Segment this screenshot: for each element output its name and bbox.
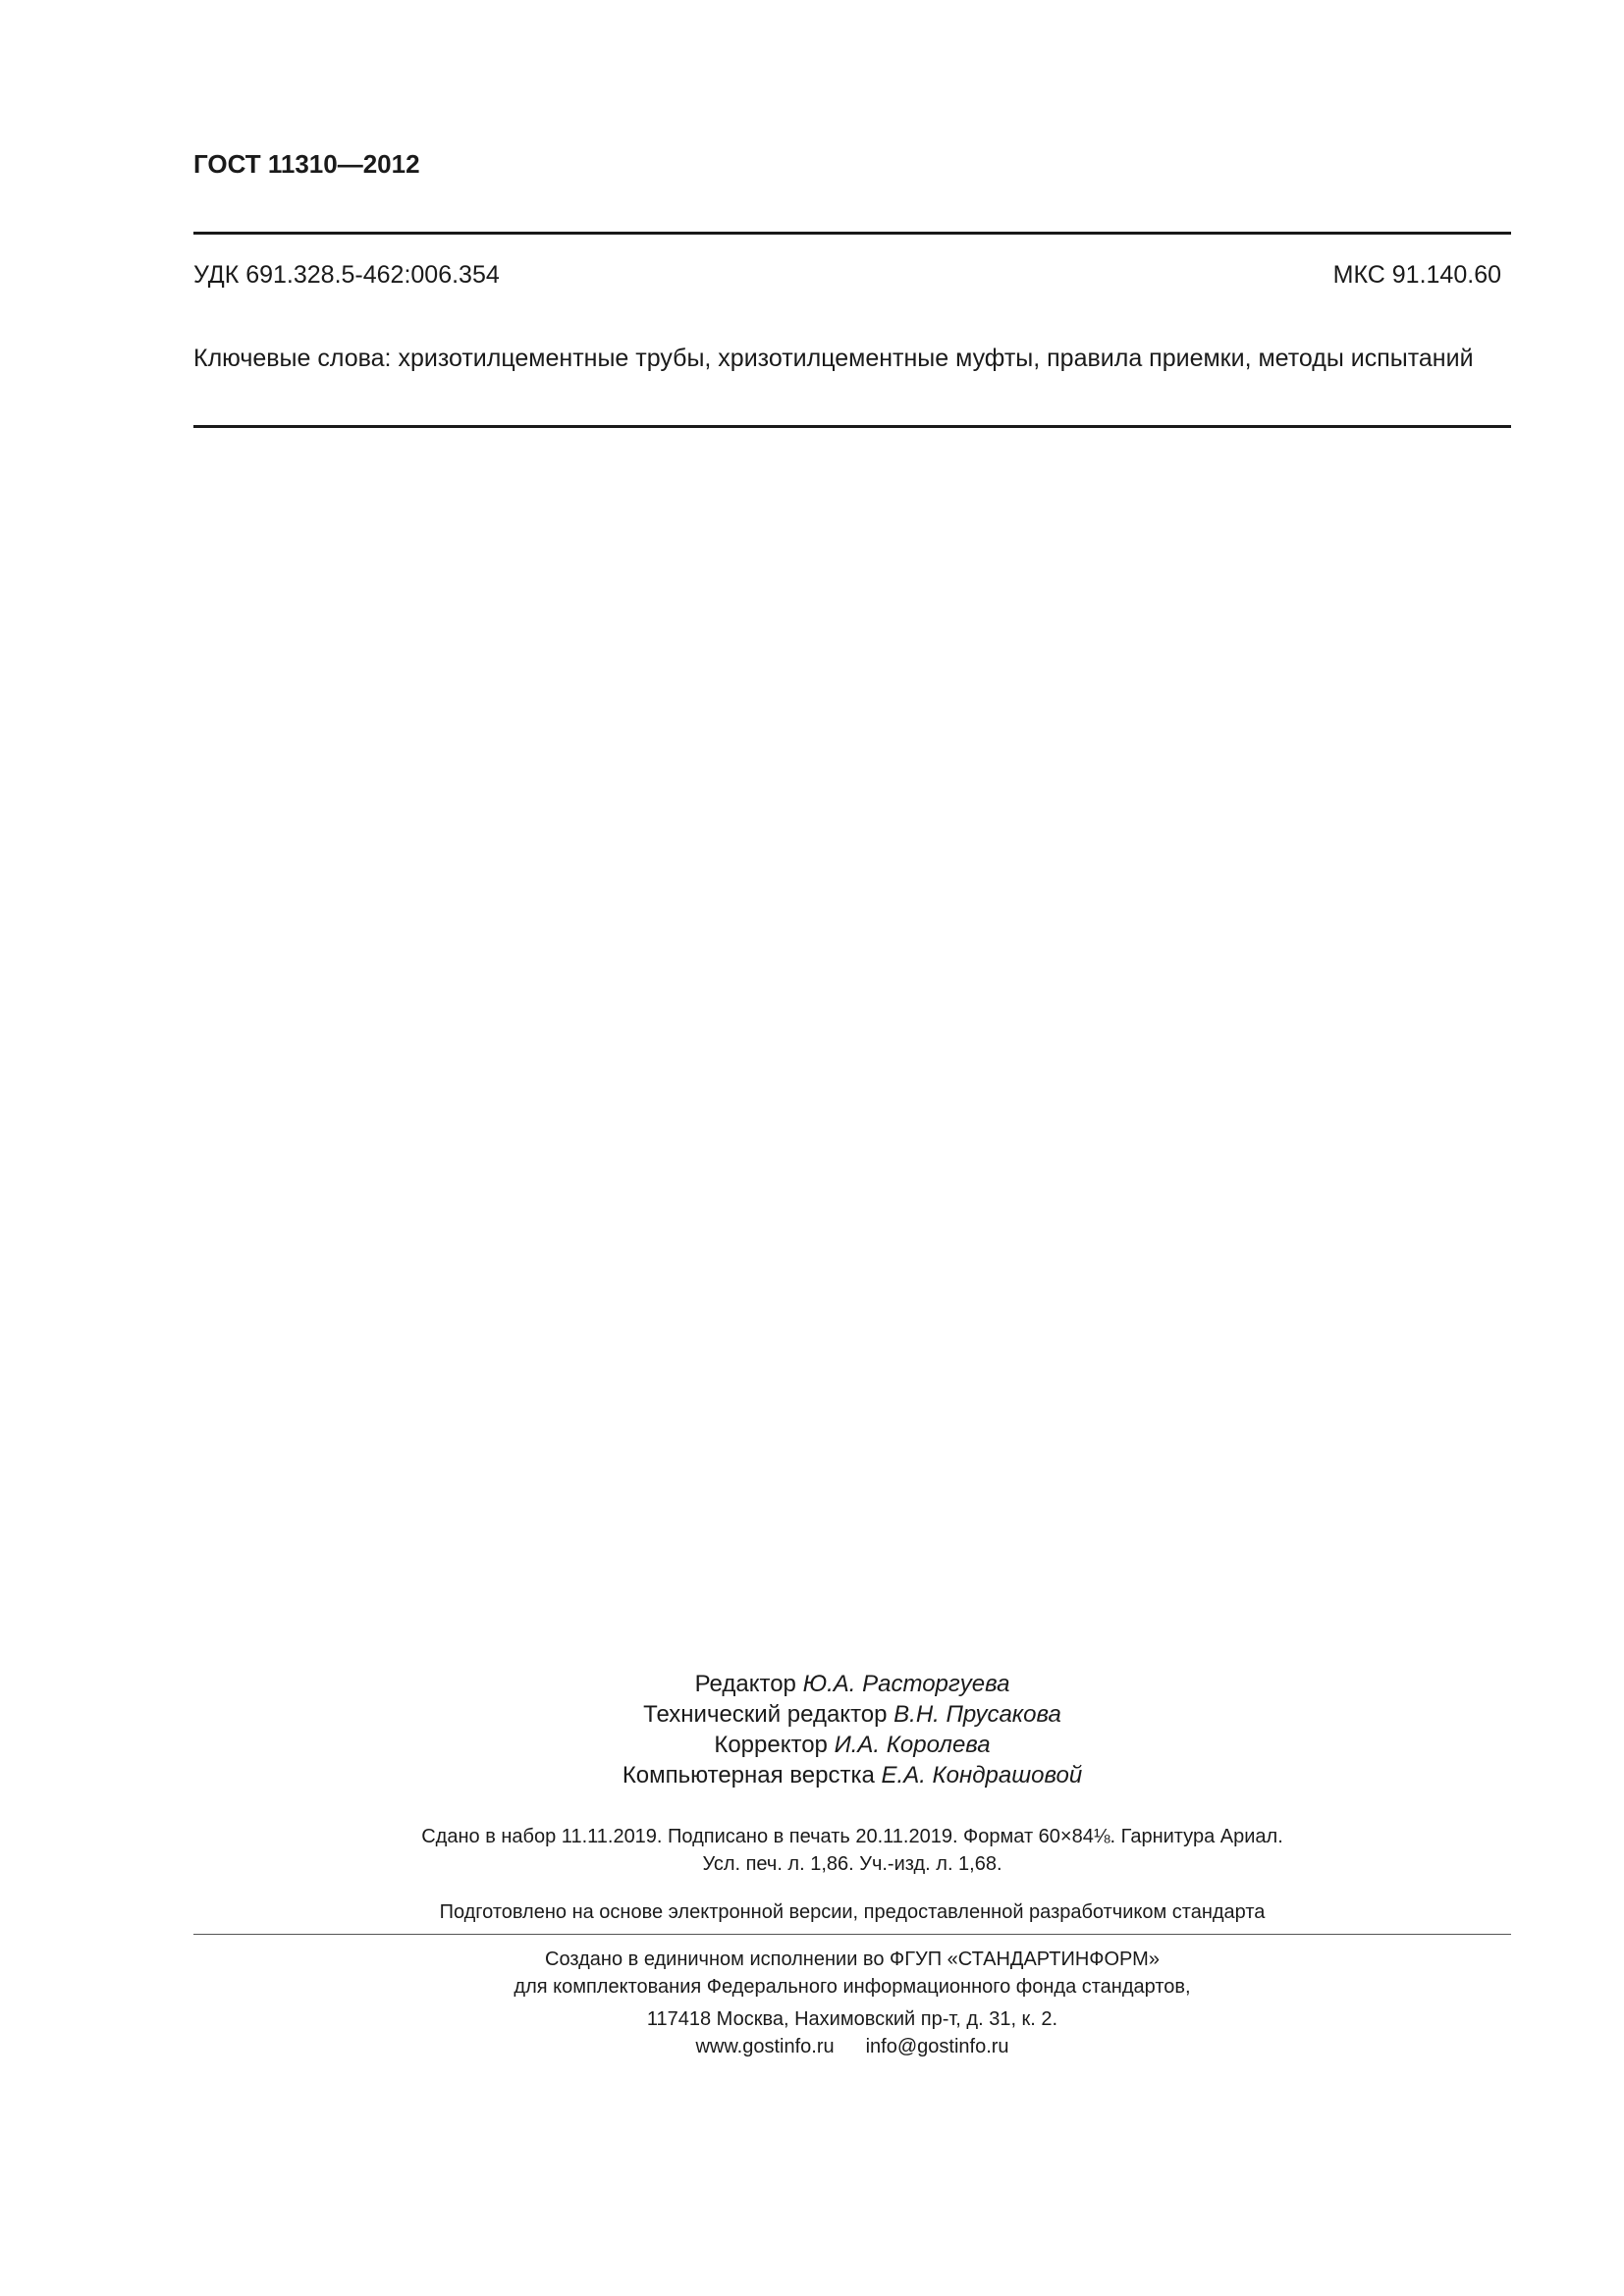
imprint-line: Сдано в набор 11.11.2019. Подписано в печать 20.11.2019. Формат 60×84⅛. Гарнитура Ариал. [421, 1826, 1283, 1847]
publisher-line: для комплектования Федерального информационного фонда стандартов, [514, 1976, 1191, 1998]
credit-role: Корректор [714, 1732, 828, 1758]
keywords-divider [193, 425, 1511, 428]
header-divider [193, 232, 1511, 235]
credit-person: В.Н. Прусакова [893, 1701, 1061, 1728]
credit-role: Редактор [694, 1671, 796, 1697]
publisher-divider [193, 1934, 1511, 1935]
publisher-line: Создано в единичном исполнении во ФГУП «СТАНДАРТИНФОРМ» [545, 1949, 1160, 1970]
credit-person: Е.А. Кондрашовой [881, 1762, 1083, 1789]
credit-line-editor [193, 1669, 1511, 1699]
publisher-block [193, 1946, 1511, 2001]
credit-role: Компьютерная верстка [622, 1762, 875, 1789]
credit-line-proofreader [193, 1730, 1511, 1760]
keywords-text: Ключевые слова: хризотилцементные трубы, хризотилцементные муфты, правила приемки, методы испытаний [193, 345, 1474, 372]
credits-block [193, 1669, 1511, 1790]
credit-person: Ю.А. Расторгуева [802, 1671, 1010, 1697]
credit-role: Технический редактор [643, 1701, 888, 1728]
udk-code: УДК 691.328.5-462:006.354 [193, 261, 500, 289]
credit-line-layout [193, 1760, 1511, 1790]
mks-code: МКС 91.140.60 [1332, 261, 1501, 289]
imprint-line: Усл. печ. л. 1,86. Уч.-изд. л. 1,68. [702, 1853, 1002, 1875]
contact-links [193, 2033, 1511, 2060]
street-address: 117418 Москва, Нахимовский пр-т, д. 31, к. 2. [646, 2008, 1058, 2030]
email-link[interactable]: info@gostinfo.ru [865, 2036, 1009, 2057]
document-id: ГОСТ 11310—2012 [193, 149, 420, 179]
imprint-block [193, 1823, 1511, 1878]
address-block [193, 2005, 1511, 2060]
credit-line-tech-editor [193, 1699, 1511, 1730]
credit-person: И.А. Королева [834, 1732, 991, 1758]
website-link[interactable]: www.gostinfo.ru [695, 2036, 835, 2057]
prepared-note: Подготовлено на основе электронной версии, предоставленной разработчиком стандарта [439, 1901, 1266, 1923]
